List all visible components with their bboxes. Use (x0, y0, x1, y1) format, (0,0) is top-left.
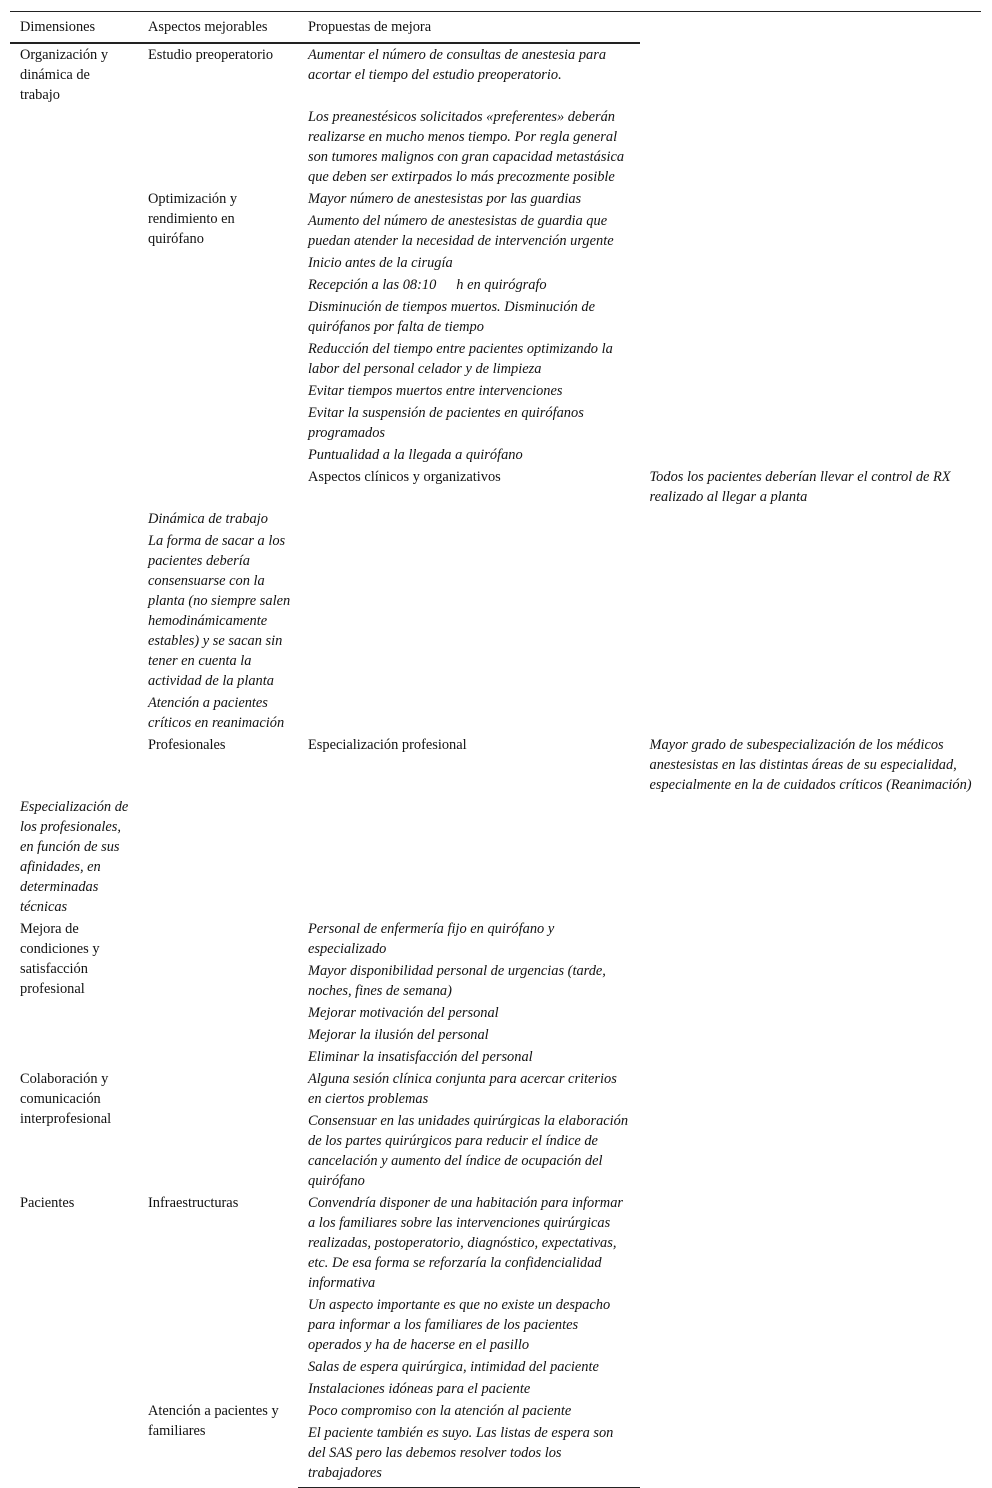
proposal-cell: Disminución de tiempos muertos. Disminución de quirófanos por falta de tiempo (308, 299, 595, 335)
aspect-cell: Optimización y rendimiento en quirófano (148, 191, 238, 247)
proposal-cell: Consensuar en las unidades quirúrgicas la elaboración de los partes quirúrgicos para reducir el índice de cancelación y aumento del índice de ocupación del quirófano (308, 1113, 629, 1189)
aspect-cell: Especialización profesional (308, 737, 467, 753)
proposal-cell: Personal de enfermería fijo en quirófano y especializado (308, 921, 555, 957)
proposal-cell: Atención a pacientes críticos en reanimación (148, 695, 285, 731)
proposal-cell: Mayor número de anestesistas por las guardias (308, 191, 582, 207)
proposal-cell: Evitar la suspensión de pacientes en quirófanos programados (308, 405, 584, 441)
aspect-cell: Atención a pacientes y familiares (148, 1403, 279, 1439)
dimension-cell: Organización y dinámica de trabajo (20, 47, 109, 103)
proposal-cell: Instalaciones idóneas para el paciente (308, 1381, 531, 1397)
proposal-cell: Dinámica de trabajo (148, 511, 268, 527)
proposal-cell: Mejorar motivación del personal (308, 1005, 499, 1021)
proposal-cell: Aumentar el número de consultas de anestesia para acortar el tiempo del estudio preoperatorio. (308, 47, 607, 83)
header-dimensions: Dimensiones (10, 12, 138, 44)
proposal-cell: Convendría disponer de una habitación para informar a los familiares sobre las intervenciones quirúrgicas realizadas, postoperatorio, diagnóstico, expectativas, etc. De esa forma se reforzaría la confidencialidad informativa (308, 1195, 623, 1291)
proposal-text: Recepción a las 08:10 (308, 277, 437, 293)
proposal-cell: El paciente también es suyo. Las listas de espera son del SAS pero las debemos resolver todos los trabajadores (298, 1422, 640, 1488)
table-row (10, 1192, 981, 1294)
proposal-cell: Poco compromiso con la atención al paciente (308, 1403, 572, 1419)
table-row (10, 188, 981, 210)
proposal-cell: Especialización de los profesionales, en función de sus afinidades, en determinadas técnicas (20, 799, 129, 915)
improvement-table (10, 11, 981, 1488)
table-body (10, 43, 981, 1488)
proposal-cell: Todos los pacientes deberían llevar el control de RX realizado al llegar a planta (649, 469, 951, 505)
proposal-text: h en quirógrafo (456, 277, 547, 293)
proposal-cell: Aumento del número de anestesistas de guardia que puedan atender la necesidad de intervención urgente (308, 213, 614, 249)
proposal-cell (298, 274, 640, 296)
proposal-cell: Mayor disponibilidad personal de urgencias (tarde, noches, fines de semana) (308, 963, 606, 999)
proposal-cell: Evitar tiempos muertos entre intervenciones (308, 383, 563, 399)
header-proposals: Propuestas de mejora (298, 12, 640, 44)
proposal-cell: Reducción del tiempo entre pacientes optimizando la labor del personal celador y de limpieza (308, 341, 613, 377)
proposal-cell: Eliminar la insatisfacción del personal (308, 1049, 533, 1065)
dimension-cell: Profesionales (148, 737, 226, 753)
proposal-cell: La forma de sacar a los pacientes debería consensuarse con la planta (no siempre salen hemodinámicamente estables) y se sacan sin tener en cuenta la actividad de la planta (148, 533, 291, 689)
aspect-cell: Aspectos clínicos y organizativos (308, 469, 501, 485)
aspect-cell: Colaboración y comunicación interprofesional (20, 1071, 112, 1127)
table-row (10, 1400, 981, 1422)
aspect-cell: Estudio preoperatorio (148, 47, 274, 63)
aspect-cell: Infraestructuras (148, 1195, 239, 1211)
proposal-cell: Un aspecto importante es que no existe un despacho para informar a los familiares de los pacientes operados y ha de hacerse en el pasillo (308, 1297, 611, 1353)
proposal-cell: Los preanestésicos solicitados «preferentes» deberán realizarse en mucho menos tiempo. Por regla general son tumores malignos con gran capacidad metastásica que deben ser extirpados lo más precozmente posible (308, 109, 625, 185)
header-aspects: Aspectos mejorables (138, 12, 298, 44)
proposal-cell: Mayor grado de subespecialización de los médicos anestesistas en las distintas áreas de su especialidad, especialmente en la de cuidados críticos (Reanimación) (649, 737, 972, 793)
table-row (10, 43, 981, 106)
proposal-cell: Salas de espera quirúrgica, intimidad del paciente (308, 1359, 599, 1375)
aspect-cell: Mejora de condiciones y satisfacción profesional (20, 921, 100, 997)
proposal-cell: Mejorar la ilusión del personal (308, 1027, 489, 1043)
proposal-cell: Inicio antes de la cirugía (308, 255, 453, 271)
table-header (10, 12, 981, 44)
dimension-cell: Pacientes (20, 1195, 75, 1211)
proposal-cell: Puntualidad a la llegada a quirófano (308, 447, 523, 463)
table-row (10, 734, 981, 796)
proposal-cell: Alguna sesión clínica conjunta para acercar criterios en ciertos problemas (308, 1071, 617, 1107)
header-row (10, 12, 981, 44)
